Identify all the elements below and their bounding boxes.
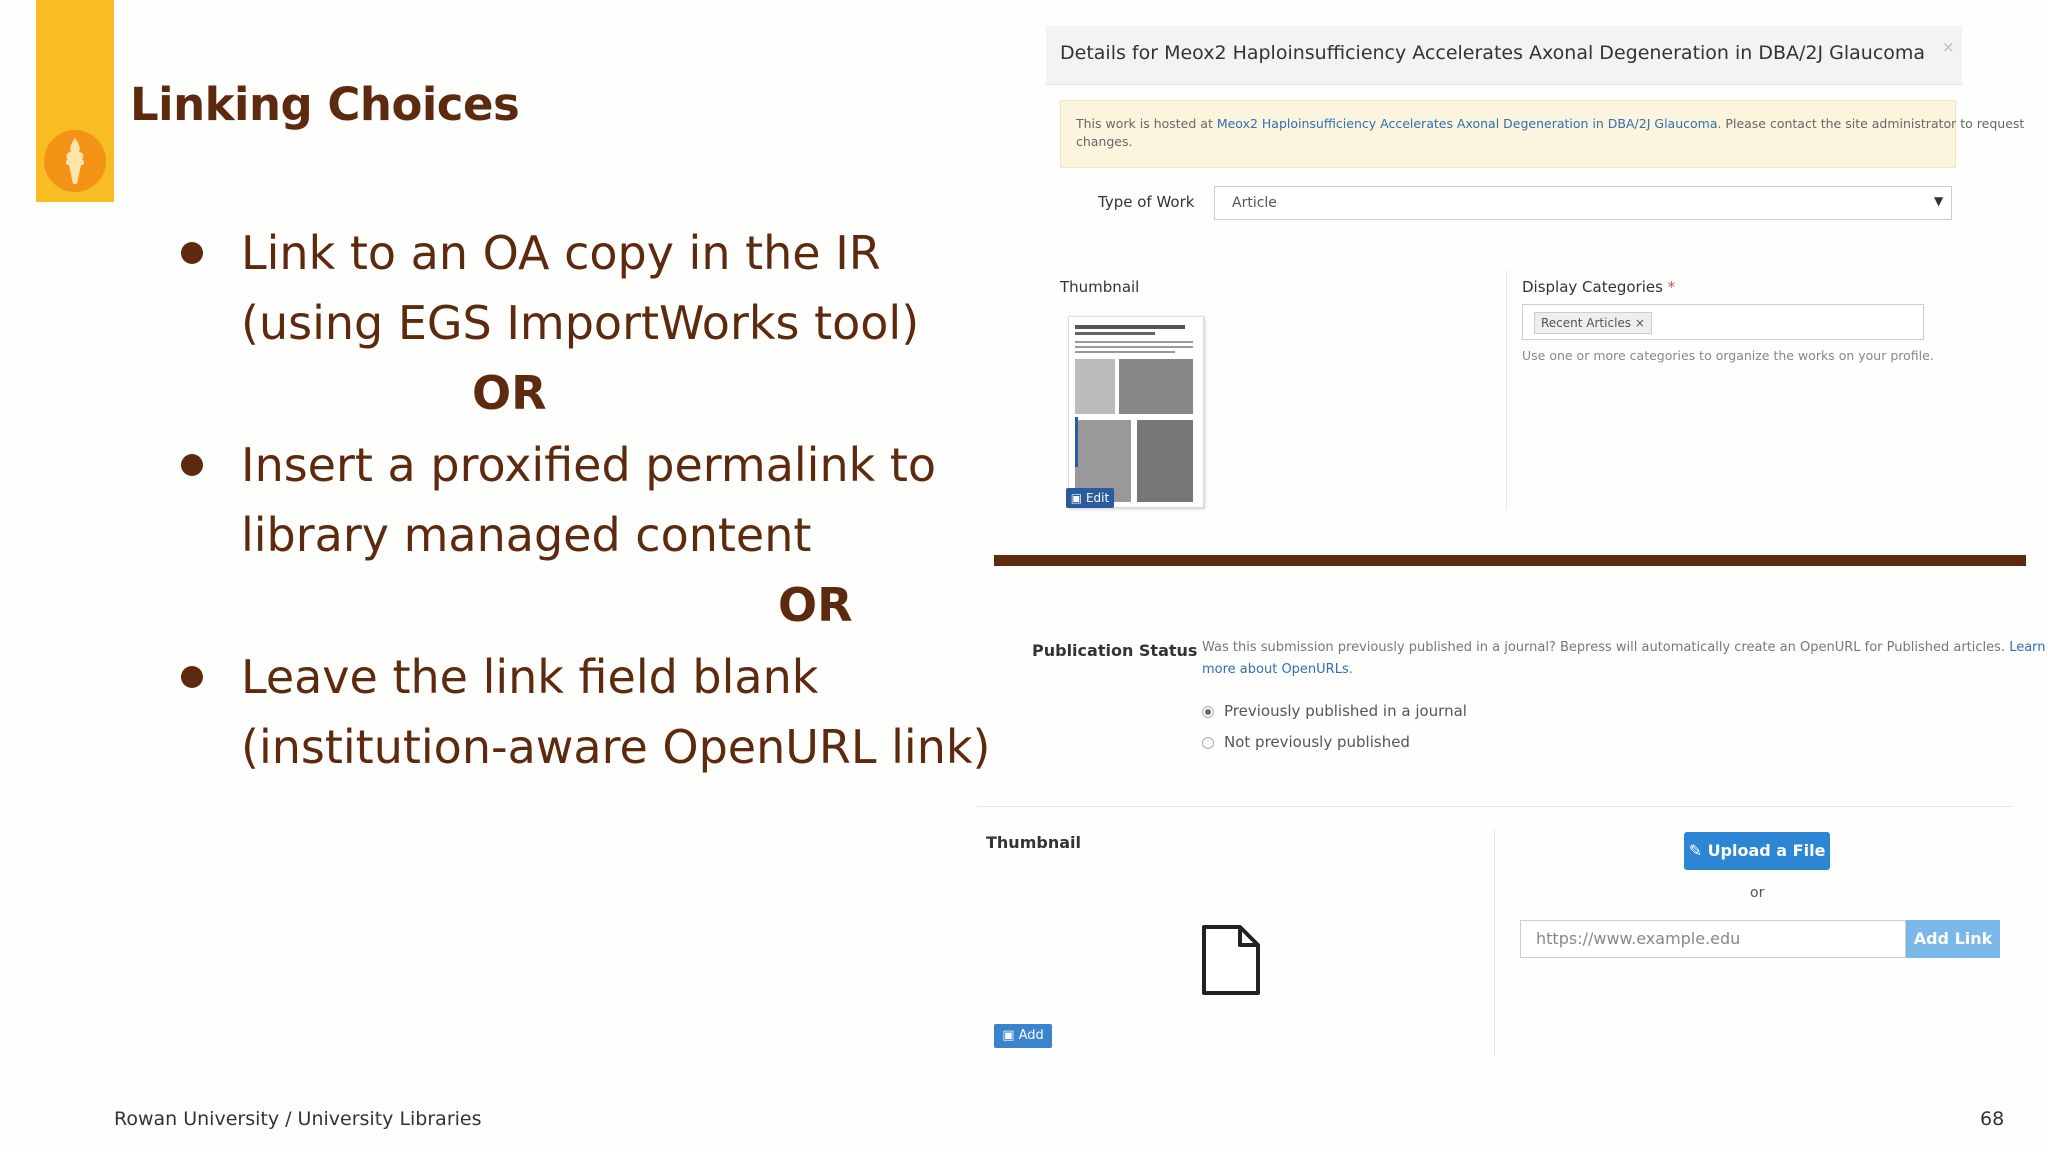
add-button-label: Add <box>1018 1028 1044 1043</box>
chevron-down-icon[interactable]: ▼ <box>1934 194 1944 208</box>
question-end: . <box>1348 662 1353 677</box>
thumbnail-label-2: Thumbnail <box>986 833 1081 852</box>
radio-previously-published[interactable] <box>1202 706 1214 718</box>
display-categories-text: Display Categories <box>1522 278 1663 296</box>
radio-label-previously-published: Previously published in a journal <box>1224 702 1467 720</box>
column-divider <box>1506 270 1507 510</box>
display-categories-label <box>1522 278 1675 296</box>
bullet-dot <box>181 242 203 264</box>
categories-help-text: Use one or more categories to organize the works on your profile. <box>1522 348 1934 363</box>
close-icon[interactable]: × <box>1942 38 1955 56</box>
bullet-3-line-1: Leave the link field blank <box>241 650 819 704</box>
type-of-work-label: Type of Work <box>1098 193 1195 211</box>
publication-question: Was this submission previously published in a journal? Bepress will automatically create an OpenURL for Published articles. <box>1202 640 2010 655</box>
upload-button-label: Upload a File <box>1707 841 1826 860</box>
slide-title: Linking Choices <box>130 78 520 131</box>
publication-status-label: Publication Status <box>1032 641 1198 660</box>
bullet-2-line-1: Insert a proxified permalink to <box>241 438 937 492</box>
footer-text: Rowan University / University Libraries <box>114 1108 482 1130</box>
form-separator <box>978 806 2012 807</box>
url-placeholder: https://www.example.edu <box>1536 929 1741 948</box>
notice-line-1 <box>1076 116 2024 131</box>
bullet-1-line-2: (using EGS ImportWorks tool) <box>241 296 920 350</box>
radio-label-not-published: Not previously published <box>1224 733 1410 751</box>
radio-not-published[interactable] <box>1202 737 1214 749</box>
publication-question-line-1 <box>1202 640 2046 655</box>
work-link[interactable]: Meox2 Haploinsufficiency Accelerates Axonal Degeneration in DBA/2J Glaucoma <box>1216 116 1718 131</box>
camera-icon: ▣ <box>1070 491 1083 505</box>
bullet-3-line-2: (institution-aware OpenURL link) <box>241 720 991 774</box>
edit-button-label: Edit <box>1085 491 1110 505</box>
type-of-work-value: Article <box>1232 195 1277 211</box>
add-link-button[interactable]: Add Link <box>1906 920 2000 958</box>
bullet-2-line-2: library managed content <box>241 508 812 562</box>
bullet-dot <box>181 666 203 688</box>
notice-box <box>1060 100 1956 168</box>
column-divider-2 <box>1494 830 1495 1056</box>
publication-question-line-2 <box>1202 662 1353 677</box>
bullet-1-line-1: Link to an OA copy in the IR <box>241 226 881 280</box>
thumbnail-image <box>1068 316 1204 508</box>
category-tag[interactable]: Recent Articles × <box>1534 312 1652 334</box>
required-mark: * <box>1667 278 1676 296</box>
openurl-link[interactable]: more about OpenURLs <box>1202 662 1349 677</box>
file-icon <box>1200 924 1262 996</box>
thumbnail-label: Thumbnail <box>1060 278 1140 296</box>
camera-icon: ▣ <box>1002 1028 1015 1043</box>
bullet-dot <box>181 454 203 476</box>
notice-prefix: This work is hosted at <box>1076 116 1217 131</box>
torch-logo-icon <box>44 130 106 192</box>
modal-title: Details for Meox2 Haploinsufficiency Accelerates Axonal Degeneration in DBA/2J Glaucoma <box>1060 42 1926 64</box>
paperclip-icon: ✎ <box>1688 841 1702 860</box>
type-of-work-select[interactable] <box>1214 186 1952 220</box>
page-number: 68 <box>1980 1108 2005 1130</box>
or-text: or <box>1750 885 1765 901</box>
section-divider <box>994 555 2026 566</box>
edit-thumbnail-button[interactable] <box>1066 488 1114 508</box>
notice-line-2: changes. <box>1076 134 1133 149</box>
upload-file-button[interactable] <box>1684 832 1830 870</box>
notice-suffix: . Please contact the site administrator to request <box>1717 116 2025 131</box>
or-separator-1: OR <box>472 366 547 420</box>
or-separator-2: OR <box>778 578 853 632</box>
add-thumbnail-button[interactable] <box>994 1024 1052 1048</box>
learn-more-link[interactable]: Learn <box>2009 640 2046 655</box>
